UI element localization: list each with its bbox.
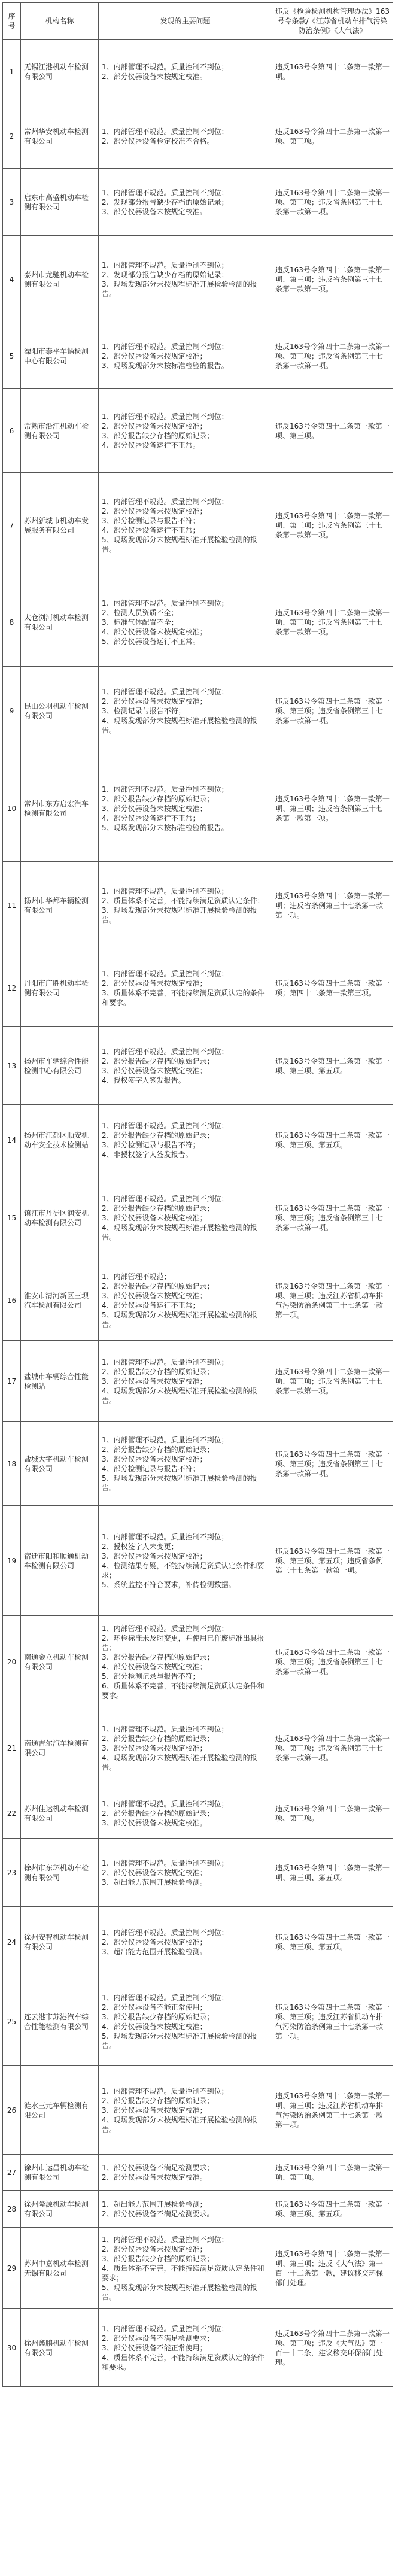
row-main-problems: 1、内部管理不规范。质量控制不到位； 2、部分仪器设备未按规定校准； 3、超出能力范围开展检验检测。 <box>99 1907 272 1977</box>
row-institution-name: 太仓浏河机动车检测有限公司 <box>21 578 99 667</box>
row-serial-number: 3 <box>3 169 21 236</box>
row-institution-name: 泰州市龙驰机动车检测有限公司 <box>21 236 99 323</box>
table-row <box>3 949 393 1027</box>
row-institution-name: 苏州中嘉机动车检测无锡有限公司 <box>21 2228 99 2309</box>
row-main-problems: 1、内部管理不规范。质量控制不到位； 2、部分报告缺少存档的原始记录； 3、部分仪器设备未按规定校准； 4、现场发现部分未按规程标准开展检验检测的报告。 <box>99 1175 272 1260</box>
row-main-problems: 1、内部管理不规范。质量控制不到位； 2、部分报告缺少存档的原始记录； 3、部分仪器设备未按规定校准； 4、授权签字人签发报告。 <box>99 1027 272 1105</box>
row-main-problems: 1、内部管理不规范。质量控制不到位； 2、发现部分报告缺少存档的原始记录； 3、部分仪器设备未按规定校准。 <box>99 169 272 236</box>
row-violated-provisions: 违反163号令第四十二条第一款第一项、第三项；违反省条例第三十七条第一款第一项。 <box>272 236 393 323</box>
row-institution-name: 昆山公羽机动车检测有限公司 <box>21 667 99 755</box>
row-main-problems: 1、内部管理不规范。质量控制不到位； 2、环检标准未及时变更，并使用已作废标准出具报告； 3、部分报告缺少存档的原始记录； 4、部分仪器设备未按规定校准； 5、部分检测记录与报告不符； 6、质量体系不完善，不能持续满足资质认定条件和要求。 <box>99 1616 272 1708</box>
row-violated-provisions: 违反163号令第四十二条第一款第一项、第三项；违反省条例第三十七条第一款第一项。 <box>272 755 393 862</box>
row-main-problems: 1、部分仪器设备不满足检测要求； 2、部分仪器设备未按规定校准。 <box>99 2155 272 2191</box>
table-row <box>3 40 393 104</box>
row-main-problems: 1、内部管理不规范。质量控制不到位； 2、发现部分报告缺少存档的原始记录； 3、现场发现部分未按规程标准开展检验检测的报告。 <box>99 236 272 323</box>
header-violated-provisions: 违反《检验检测机构管理办法》163号令条款/《江苏省机动车排气污染防治条例》《大气法》 <box>272 3 393 40</box>
table-row <box>3 1907 393 1977</box>
row-violated-provisions: 违反163号令第四十二条第一款第一项、第三项、第五项。 <box>272 1027 393 1105</box>
row-main-problems: 1、内部管理不规范。质量控制不到位； 2、部分报告缺少存档的原始记录； 3、部分仪器设备未按规定校准； 4、现场发现部分未按规程标准开展检验检测的报告。 <box>99 1341 272 1422</box>
row-main-problems: 1、内部管理不规范。质量控制不到位； 2、部分仪器设备未按规定校准； 3、部分报告缺少存档的原始记录； 4、部分仪器设备运行不正常。 <box>99 389 272 473</box>
row-main-problems: 1、内部管理不规范。质量控制不到位； 2、检测人员资质不全； 3、标准气体配置不全； 4、部分仪器设备未按规定校准； 5、部分仪器设备运行不正常。 <box>99 578 272 667</box>
row-violated-provisions: 违反163号令第四十二条第一款第一项、第三项；违反江苏省机动车排气污染防治条例第三十七条第一款第一项。 <box>272 1977 393 2066</box>
row-serial-number: 17 <box>3 1341 21 1422</box>
table-row <box>3 2309 393 2387</box>
table-row <box>3 1422 393 1506</box>
row-serial-number: 28 <box>3 2191 21 2228</box>
row-violated-provisions: 违反163号令第四十二条第一款第一项、第三项、第五项。 <box>272 2191 393 2228</box>
row-institution-name: 常州华安机动车检测有限公司 <box>21 104 99 169</box>
row-institution-name: 盐城大宇机动车检测有限公司 <box>21 1422 99 1506</box>
row-violated-provisions: 违反163号令第四十二条第一款第一项、第三项；违反省条例第三十七条第一款第一项。 <box>272 1422 393 1506</box>
row-violated-provisions: 违反163号令第四十二条第一款第一项、第三项、第五项。 <box>272 1907 393 1977</box>
table-row <box>3 1708 393 1788</box>
row-institution-name: 涟水三元车辆检测有限公司 <box>21 2066 99 2155</box>
row-violated-provisions: 违反163号令第四十二条第一款第一项、第三项、第五项；违反省条例第三十七条第一款第一项。 <box>272 1506 393 1616</box>
row-serial-number: 29 <box>3 2228 21 2309</box>
row-main-problems: 1、内部管理不规范。质量控制不到位； 2、部分仪器设备未按规定校准； 3、超出能力范围开展检验检测。 <box>99 1839 272 1907</box>
row-violated-provisions: 违反163号令第四十二条第一款第一项、第三项、第五项。 <box>272 1105 393 1175</box>
row-serial-number: 26 <box>3 2066 21 2155</box>
row-main-problems: 1、内部管理不规范。质量控制不到位； 2、部分报告缺少存档的原始记录； 3、部分仪器设备未按规定校准。 <box>99 1788 272 1839</box>
row-institution-name: 扬州市车辆综合性能检测中心有限公司 <box>21 1027 99 1105</box>
row-institution-name: 苏州佳达机动车检测有限公司 <box>21 1788 99 1839</box>
table-row <box>3 1616 393 1708</box>
row-institution-name: 盐城市车辆综合性能检测站 <box>21 1341 99 1422</box>
row-institution-name: 徐州安智机动车检测有限公司 <box>21 1907 99 1977</box>
row-violated-provisions: 违反163号令第四十二条第一款第一项、第三项；违反《大气法》第一百一十二条第一款，建议移交环保部门处理。 <box>272 2228 393 2309</box>
header-main-problems: 发现的主要问题 <box>99 3 272 40</box>
row-institution-name: 无锡江港机动车检测有限公司 <box>21 40 99 104</box>
row-institution-name: 丹阳市广胜机动车检测有限公司 <box>21 949 99 1027</box>
table-row <box>3 578 393 667</box>
row-institution-name: 徐州鑫鹏机动车检测有限公司 <box>21 2309 99 2387</box>
row-serial-number: 27 <box>3 2155 21 2191</box>
row-institution-name: 溧阳市泰平车辆检测中心有限公司 <box>21 323 99 389</box>
row-violated-provisions: 违反163号令第四十二条第一款第一项。 <box>272 40 393 104</box>
row-main-problems: 1、内部管理不规范。质量控制不到位； 2、部分仪器设备未按规定校准。 <box>99 40 272 104</box>
row-institution-name: 徐州隆源机动车检测有限公司 <box>21 2191 99 2228</box>
row-serial-number: 22 <box>3 1788 21 1839</box>
row-violated-provisions: 违反163号令第四十二条第一款第一项、第三项；违反省条例第三十七条第一款第一项。 <box>272 1175 393 1260</box>
row-violated-provisions: 违反163号令第四十二条第一款第一项、第三项。 <box>272 389 393 473</box>
row-violated-provisions: 违反163号令第四十二条第一款第一项、第三项。 <box>272 2155 393 2191</box>
row-main-problems: 1、内部管理不规范。质量控制不到位； 2、部分仪器设备未按规定校准； 3、质量体系不完善，不能持续满足资质认定的条件和要求。 <box>99 949 272 1027</box>
row-main-problems: 1、内部管理不规范。质量控制不到位； 2、部分仪器设备不能正常使用； 3、部分报告缺少存档的原始记录； 4、部分仪器设备未按规定校准； 5、现场发现部分未按规程标准开展检验检测的报告。 <box>99 1977 272 2066</box>
row-serial-number: 2 <box>3 104 21 169</box>
row-violated-provisions: 违反163号令第四十二条第一款第一项、第三项；违反省条例第三十七条第一款第一项。 <box>272 667 393 755</box>
table-row <box>3 2155 393 2191</box>
row-violated-provisions: 违反163号令第四十二条第一款第一项、第三项；违反省条例第三十七条第一款第一项。 <box>272 473 393 578</box>
row-serial-number: 10 <box>3 755 21 862</box>
table-row <box>3 1260 393 1341</box>
row-main-problems: 1、内部管理不规范。质量控制不到位； 2、质量体系不完善，不能持续满足资质认定条件； 3、现场发现部分未按规程标准开展检验检测的报告。 <box>99 862 272 949</box>
row-main-problems: 1、内部管理不规范。质量控制不到位； 2、部分仪器设备未按规定校准； 3、现场发现部分未按标准检验的报告。 <box>99 323 272 389</box>
row-serial-number: 16 <box>3 1260 21 1341</box>
table-row <box>3 169 393 236</box>
table-row <box>3 1175 393 1260</box>
row-violated-provisions: 违反163号令第四十二条第一款第一项、第三项；违反省条例第三十七条第一款第一项。 <box>272 1341 393 1422</box>
row-violated-provisions: 违反163号令第四十二条第一款第一项、第三项；违反省条例第三十七条第一款第一项。 <box>272 1708 393 1788</box>
table-row <box>3 1506 393 1616</box>
table-header-row <box>3 3 393 40</box>
row-serial-number: 15 <box>3 1175 21 1260</box>
table-row <box>3 1977 393 2066</box>
table-row <box>3 2191 393 2228</box>
row-violated-provisions: 违反163号令第四十二条第一款第一项、第三项；违反江苏省机动车排气污染防治条例第三十七条第一款第一项。 <box>272 1260 393 1341</box>
header-serial-number: 序号 <box>3 3 21 40</box>
row-main-problems: 1、超出能力范围开展检验检测； 2、部分仪器设备不满足检测要求。 <box>99 2191 272 2228</box>
row-institution-name: 扬州市华都车辆检测有限公司 <box>21 862 99 949</box>
row-main-problems: 1、内部管理不规范。质量控制不到位； 2、部分仪器设备未按规定校准； 3、部分检测记录与报告不符； 4、部分仪器设备运行不正常； 5、现场发现部分未按规程标准开展检验检测的报告。 <box>99 473 272 578</box>
row-institution-name: 启东市高盛机动车检测有限公司 <box>21 169 99 236</box>
row-institution-name: 连云港市苏港汽车综合性能检测有限公司 <box>21 1977 99 2066</box>
row-main-problems: 1、内部管理不规范。质量控制不到位； 2、部分仪器设备检定校准不合格。 <box>99 104 272 169</box>
table-row <box>3 473 393 578</box>
row-institution-name: 苏州新城市机动车发展服务有限公司 <box>21 473 99 578</box>
row-institution-name: 常州市东方启宏汽车检测有限公司 <box>21 755 99 862</box>
row-main-problems: 1、内部管理不规范。质量控制不到位； 2、部分仪器设备不满足检测要求； 3、部分仪器设备不能正常使用； 4、质量体系不完善，不能持续满足资质认定的条件和要求。 <box>99 2309 272 2387</box>
row-main-problems: 1、内部管理不规范。质量控制不到位； 2、部分报告缺少存档的原始记录； 3、部分仪器设备未按规定校准； 4、现场发现部分未按规程标准开展检验检测的报告。 <box>99 2066 272 2155</box>
row-institution-name: 淮安市清河新区三坝汽车检测有限公司 <box>21 1260 99 1341</box>
row-serial-number: 20 <box>3 1616 21 1708</box>
table-row <box>3 667 393 755</box>
table-row <box>3 104 393 169</box>
row-serial-number: 30 <box>3 2309 21 2387</box>
row-violated-provisions: 违反163号令第四十二条第一款第一项、第三项。 <box>272 104 393 169</box>
row-violated-provisions: 违反163号令第四十二条第一款第一项；违反省条例第三十七条第一款第一项。 <box>272 862 393 949</box>
row-serial-number: 25 <box>3 1977 21 2066</box>
row-serial-number: 13 <box>3 1027 21 1105</box>
row-serial-number: 1 <box>3 40 21 104</box>
row-violated-provisions: 违反163号令第四十二条第一款第一项、第三项；违反江苏省机动车排气污染防治条例第三十七条第一款第一项。 <box>272 2066 393 2155</box>
table-row <box>3 862 393 949</box>
row-serial-number: 6 <box>3 389 21 473</box>
table-row <box>3 1788 393 1839</box>
row-institution-name: 扬州市江都区顺安机动车安全技术检测站 <box>21 1105 99 1175</box>
row-serial-number: 12 <box>3 949 21 1027</box>
table-row <box>3 1027 393 1105</box>
row-main-problems: 1、内部管理不规范。质量控制不到位； 2、部分报告缺少存档的原始记录； 3、部分仪器设备未按规定校准； 4、部分检测记录与报告不符； 5、现场发现部分未按规程标准开展检验检测的报告。 <box>99 1422 272 1506</box>
row-violated-provisions: 违反163号令第四十二条第一款第一项、第三项；违反省条例第三十七条第一款第一项。 <box>272 169 393 236</box>
row-main-problems: 1、内部管理不规范。质量控制不到位； 2、部分报告缺少存档的原始记录； 3、部分检测记录与报告不符； 4、非授权签字人签发报告。 <box>99 1105 272 1175</box>
table-row <box>3 2066 393 2155</box>
row-serial-number: 14 <box>3 1105 21 1175</box>
row-violated-provisions: 违反163号令第四十二条第一款第一项、第三项；违反省条例第三十七条第一款第一项。 <box>272 1616 393 1708</box>
inspection-results-table <box>2 2 393 2387</box>
row-violated-provisions: 违反163号令第四十二条第一款第一项、第三项、第五项。 <box>272 1839 393 1907</box>
row-main-problems: 1、内部管理不规范。质量控制不到位； 2、部分报告缺少存档的原始记录； 3、部分仪器设备未按规定校准； 4、部分仪器设备运行不正常； 5、现场发现部分未按标准检验的报告。 <box>99 755 272 862</box>
row-main-problems: 1、内部管理不规范。质量控制不到位； 2、授权签字人未变更； 3、部分仪器设备未按规定校准； 4、检测结果存疑，不能持续满足资质认定条件和要求； 5、系统监控不符合要求，补传检测数据。 <box>99 1506 272 1616</box>
table-row <box>3 323 393 389</box>
table-row <box>3 1105 393 1175</box>
row-serial-number: 19 <box>3 1506 21 1616</box>
row-institution-name: 常熟市沿江机动车检测有限公司 <box>21 389 99 473</box>
row-serial-number: 5 <box>3 323 21 389</box>
row-institution-name: 镇江市丹徒区润安机动车检测有限公司 <box>21 1175 99 1260</box>
row-violated-provisions: 违反163号令第四十二条第一款第一项、第三项；违反《大气法》第一百一十二条，建议移交环保部门处理。 <box>272 2309 393 2387</box>
row-institution-name: 南通吉尔汽车检测有限公司 <box>21 1708 99 1788</box>
row-serial-number: 11 <box>3 862 21 949</box>
row-violated-provisions: 违反163号令第四十二条第一款第一项、第三项；违反省条例第三十七条第一款第一项。 <box>272 323 393 389</box>
row-main-problems: 1、内部管理不规范。质量控制不到位； 2、部分仪器设备未按规定校准； 3、检测记录与报告不符； 4、现场发现部分未按规程标准开展检验检测的报告。 <box>99 667 272 755</box>
table-row <box>3 2228 393 2309</box>
table-row <box>3 1341 393 1422</box>
header-institution-name: 机构名称 <box>21 3 99 40</box>
table-row <box>3 1839 393 1907</box>
row-serial-number: 21 <box>3 1708 21 1788</box>
row-institution-name: 徐州市运昌机动车检测有限公司 <box>21 2155 99 2191</box>
row-serial-number: 18 <box>3 1422 21 1506</box>
table-row <box>3 236 393 323</box>
row-violated-provisions: 违反163号令第四十二条第一款第一项、第三项；违反省条例第三十七条第一款第一项。 <box>272 578 393 667</box>
row-serial-number: 7 <box>3 473 21 578</box>
row-main-problems: 1、内部管理不规范。质量控制不到位； 2、部分报告缺少存档的原始记录； 3、部分仪器设备未按规定校准； 4、现场发现部分未按规程标准开展检验检测的报告。 <box>99 1708 272 1788</box>
row-institution-name: 徐州市东环机动车检测有限公司 <box>21 1839 99 1907</box>
row-serial-number: 4 <box>3 236 21 323</box>
row-serial-number: 23 <box>3 1839 21 1907</box>
row-violated-provisions: 违反163号令第四十二条第一款第一项；第四十二条第一款第三项。 <box>272 949 393 1027</box>
table-row <box>3 755 393 862</box>
row-main-problems: 1、内部管理不规范。质量控制不到位； 2、部分仪器设备未按规定校准； 3、部分报告缺少存档的原始记录； 4、质量体系不完善，不能持续满足资质认定条件和要求； 5、现场发现部分未按规程标准开展检验检测的报告。 <box>99 2228 272 2309</box>
row-institution-name: 宿迁市阳和顺通机动车检测有限公司 <box>21 1506 99 1616</box>
row-main-problems: 1、内部管理不规范； 2、部分报告缺少存档的原始记录； 3、部分仪器设备未按规定校准； 4、部分仪器设备运行不正常； 5、现场发现部分未按规程标准开展检验检测的报告。 <box>99 1260 272 1341</box>
row-serial-number: 8 <box>3 578 21 667</box>
row-serial-number: 24 <box>3 1907 21 1977</box>
table-row <box>3 389 393 473</box>
row-institution-name: 南通金立机动车检测有限公司 <box>21 1616 99 1708</box>
row-violated-provisions: 违反163号令第四十二条第一款第一项、第三项。 <box>272 1788 393 1839</box>
row-serial-number: 9 <box>3 667 21 755</box>
